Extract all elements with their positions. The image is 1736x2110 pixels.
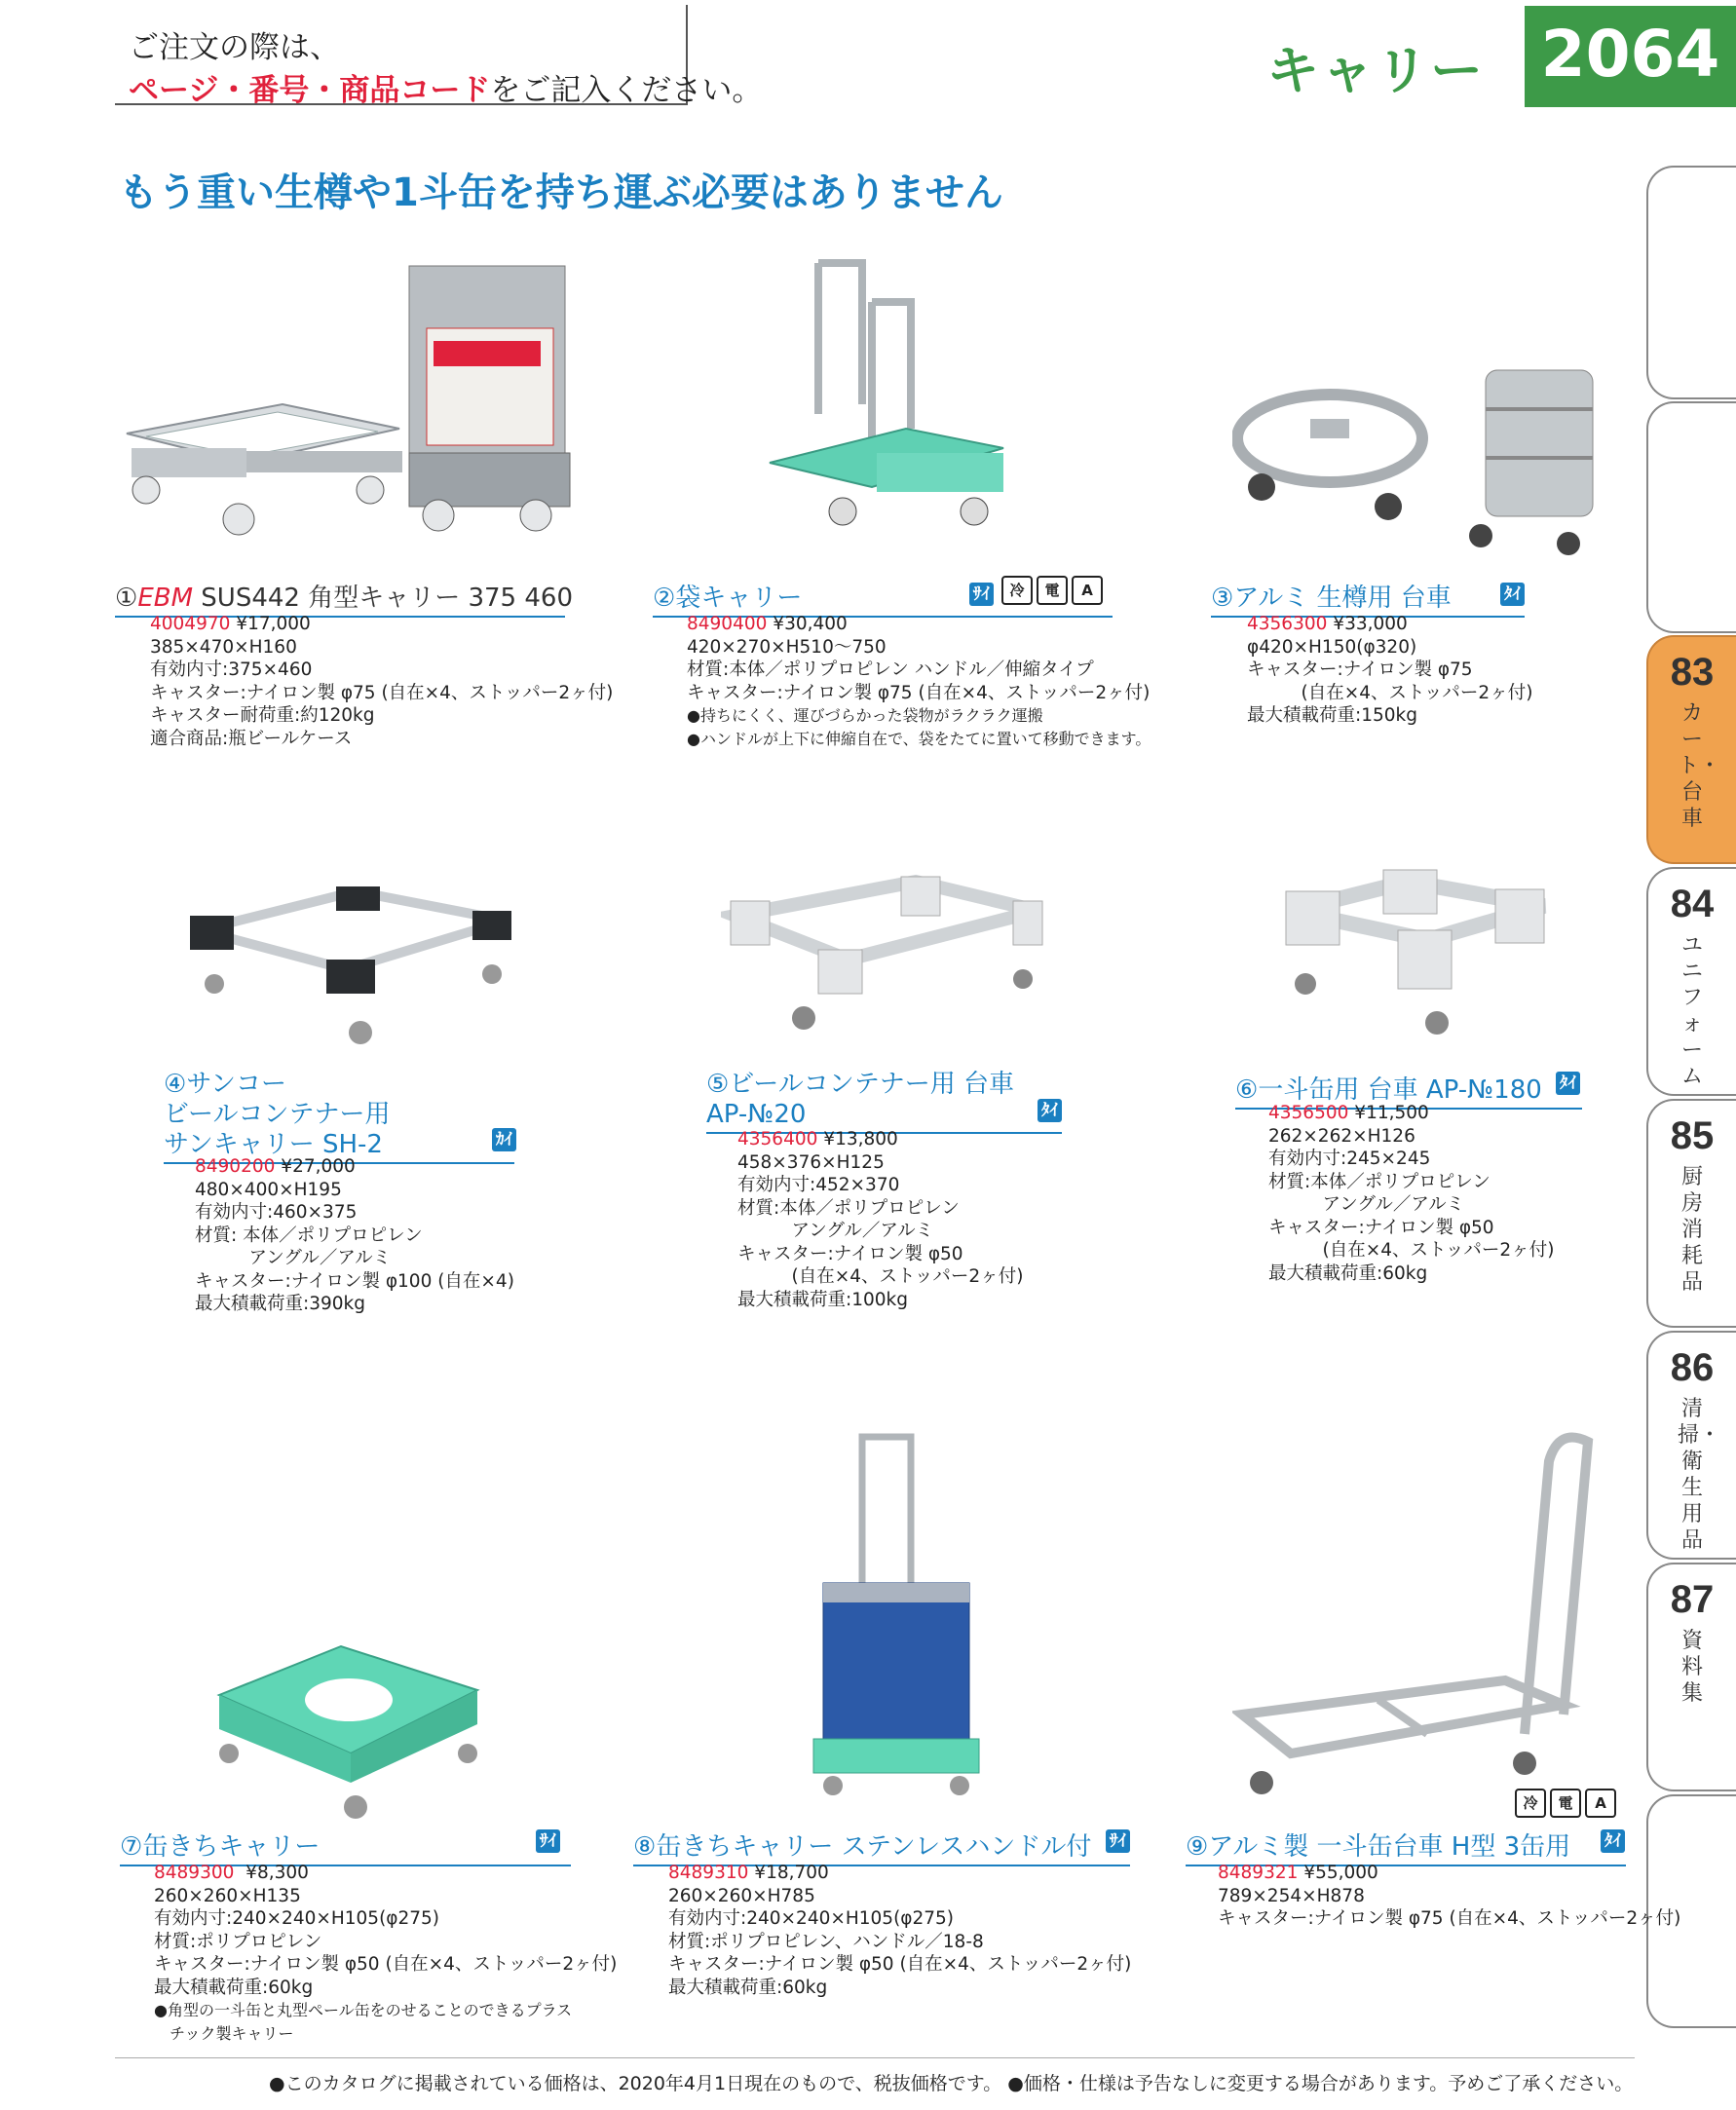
- refrigerator-icon: 冷: [1515, 1789, 1546, 1818]
- product-photo-ap20-dolly: [721, 862, 1052, 1057]
- product-number: ⑧: [633, 1832, 657, 1862]
- product-code: 4356300: [1247, 614, 1328, 634]
- product-number: ③: [1211, 584, 1234, 613]
- product-price: ¥55,000: [1303, 1863, 1378, 1883]
- product-title-5[interactable]: [706, 1070, 1062, 1134]
- product-title-8[interactable]: [633, 1827, 1130, 1866]
- side-tab-84[interactable]: [1646, 867, 1736, 1096]
- product-specs: 458×376×H125 有効内寸:452×370 材質:本体／ポリプロピレン アングル／アルミ キャスター:ナイロン製 φ50 (自在×4、ストッパー2ヶ付) 最大積載荷重:100kg: [737, 1151, 1024, 1310]
- product-photo-bag-carrier: [750, 248, 1042, 560]
- product-details-7: [154, 1862, 617, 2045]
- product-code: 4004970: [150, 614, 231, 634]
- product-details-2: [687, 613, 1151, 750]
- supplier-badge: ｶｲ: [492, 1128, 516, 1151]
- product-code: 8489300: [154, 1863, 235, 1883]
- product-specs: 480×400×H195 有効内寸:460×375 材質: 本体／ポリプロピレン アングル／アルミ キャスター:ナイロン製 φ100 (自在×4) 最大積載荷重:390kg: [195, 1179, 514, 1314]
- product-name: 缶きちキャリー ステンレスハンドル付: [656, 1832, 1092, 1862]
- product-code: 8490400: [687, 614, 768, 634]
- product-code: 4356400: [737, 1129, 818, 1149]
- product-notes: ●角型の一斗缶と丸型ペール缶をのせることのできるプラス チック製キャリー: [154, 2001, 573, 2043]
- side-tab-85[interactable]: [1646, 1099, 1736, 1328]
- product-title-1[interactable]: [115, 578, 573, 618]
- supplier-badge: ﾀｲ: [1500, 583, 1525, 606]
- appliance-icon: 電: [1550, 1789, 1581, 1818]
- product-code: 8490200: [195, 1156, 276, 1177]
- product-title-4[interactable]: [164, 1070, 514, 1164]
- product-photo-keg-dolly: [1232, 360, 1622, 565]
- supplier-badge: ｻｲ: [536, 1829, 560, 1853]
- product-number: ②: [653, 584, 676, 613]
- product-code: 8489310: [668, 1863, 749, 1883]
- product-specs: 385×470×H160 有効内寸:375×460 キャスター:ナイロン製 φ75 (自在×4、ストッパー2ヶ付) キャスター耐荷重:約120kg 適合商品:瓶ビールケース: [150, 636, 614, 749]
- order-note-highlight: ページ・番号・商品コード: [129, 73, 491, 108]
- a-rank-icon: A: [1072, 576, 1103, 605]
- side-tab-number: 86: [1670, 1346, 1715, 1389]
- product-name: ビールコンテナー用 台車 AP-№20: [706, 1070, 1015, 1129]
- product-details-4: [195, 1155, 514, 1316]
- product-name: SUS442 角型キャリー 375 460: [201, 584, 573, 613]
- side-tab-label: 資料集: [1680, 1629, 1703, 1706]
- product-brand: EBM: [137, 584, 194, 613]
- product-name: アルミ 生樽用 台車: [1233, 584, 1452, 613]
- product-details-8: [668, 1862, 1131, 1999]
- product-number: ⑨: [1186, 1832, 1209, 1862]
- side-tab-number: 85: [1670, 1114, 1715, 1157]
- product-price: ¥30,400: [773, 614, 848, 634]
- product-specs: 789×254×H878 キャスター:ナイロン製 φ75 (自在×4、ストッパー2ヶ付): [1218, 1885, 1681, 1929]
- product-details-6: [1268, 1102, 1554, 1285]
- product-title-9[interactable]: [1186, 1827, 1626, 1866]
- side-tab-label: カート・台車: [1678, 701, 1721, 831]
- footer-rule: [115, 2057, 1635, 2058]
- product-name: サンコー ビールコンテナー用 サンキャリー SH-2: [164, 1070, 391, 1159]
- product-price: ¥11,500: [1354, 1103, 1429, 1123]
- product-name: アルミ製 一斗缶台車 H型 3缶用: [1208, 1832, 1571, 1862]
- order-note-rest: をご記入ください。: [490, 73, 763, 108]
- product-name: 袋キャリー: [675, 584, 803, 613]
- supplier-badge: ﾀｲ: [1038, 1099, 1062, 1122]
- side-tab-blank-1: [1646, 166, 1736, 399]
- refrigerator-icon: 冷: [1001, 576, 1033, 605]
- side-tab-label: 厨房消耗品: [1680, 1165, 1703, 1295]
- appliance-icon: 電: [1037, 576, 1068, 605]
- product-code: 4356500: [1268, 1103, 1349, 1123]
- header-rule: [1525, 103, 1736, 107]
- feature-icons: [1001, 576, 1103, 605]
- product-price: ¥13,800: [823, 1129, 898, 1149]
- product-number: ④: [164, 1070, 187, 1099]
- product-price: ¥33,000: [1333, 614, 1408, 634]
- product-photo-ap180-dolly: [1281, 862, 1554, 1047]
- product-title-7[interactable]: [120, 1827, 571, 1866]
- supplier-badge: ｻｲ: [969, 583, 994, 606]
- product-title-3[interactable]: [1211, 578, 1525, 618]
- product-number: ⑥: [1235, 1075, 1259, 1105]
- product-details-1: [150, 613, 613, 750]
- product-photo-kankichi-carrier: [205, 1607, 497, 1831]
- side-tab-number: 83: [1670, 651, 1715, 694]
- side-tab-87[interactable]: [1646, 1563, 1736, 1791]
- product-price: ¥18,700: [754, 1863, 829, 1883]
- side-tab-number: 84: [1670, 883, 1715, 925]
- page-tagline: もう重い生樽や1斗缶を持ち運ぶ必要はありません: [119, 170, 1003, 215]
- product-details-5: [737, 1128, 1023, 1311]
- product-specs: 260×260×H785 有効内寸:240×240×H105(φ275) 材質:ポリプロピレン、ハンドル／18-8 キャスター:ナイロン製 φ50 (自在×4、ストッパー2ヶ付) 最大積載荷重:60kg: [668, 1885, 1132, 1998]
- side-tab-number: 87: [1670, 1578, 1715, 1621]
- product-details-3: [1247, 613, 1532, 728]
- product-photo-ebm-carrier: [117, 258, 623, 570]
- order-note-line1: ご注文の際は、: [129, 30, 340, 65]
- side-tab-83[interactable]: [1646, 635, 1736, 864]
- side-tab-label: 清掃・衛生用品: [1678, 1397, 1721, 1553]
- product-name: 一斗缶用 台車 AP-№180: [1258, 1075, 1542, 1105]
- product-number: ①: [115, 584, 138, 613]
- product-specs: φ420×H150(φ320) キャスター:ナイロン製 φ75 (自在×4、ストッパー2ヶ付) 最大積載荷重:150kg: [1247, 636, 1533, 726]
- supplier-badge: ｻｲ: [1106, 1829, 1130, 1853]
- product-price: ¥8,300: [245, 1863, 309, 1883]
- product-photo-kankichi-handle: [809, 1427, 984, 1802]
- product-notes: ●持ちにくく、運びづらかった袋物がラクラク運搬 ●ハンドルが上下に伸縮自在で、袋をたてに置いて移動できます。: [687, 706, 1151, 748]
- product-name: 缶きちキャリー: [142, 1832, 321, 1862]
- footer-note: ●このカタログに掲載されている価格は、2020年4月1日現在のもので、税抜価格です。 ●価格・仕様は予告なしに変更する場合があります。予めご了承ください。: [269, 2073, 1634, 2094]
- order-note-line2: [129, 65, 762, 109]
- page-number: 2064: [1525, 6, 1736, 103]
- supplier-badge: ﾀｲ: [1601, 1829, 1625, 1853]
- product-number: ⑤: [706, 1070, 730, 1099]
- product-price: ¥27,000: [281, 1156, 356, 1177]
- feature-icons: [1515, 1789, 1616, 1818]
- a-rank-icon: A: [1585, 1789, 1616, 1818]
- product-number: ⑦: [120, 1832, 143, 1862]
- side-tab-blank-2: [1646, 401, 1736, 633]
- product-photo-sancarry: [190, 872, 521, 1067]
- product-specs: 420×270×H510～750 材質:本体／ポリプロピレン ハンドル／伸縮タイプ キャスター:ナイロン製 φ75 (自在×4、ストッパー2ヶ付): [687, 636, 1151, 703]
- supplier-badge: ﾀｲ: [1556, 1072, 1580, 1095]
- category-title: キャリー: [1266, 40, 1485, 101]
- side-tab-86[interactable]: [1646, 1331, 1736, 1560]
- product-code: 8489321: [1218, 1863, 1299, 1883]
- product-specs: 262×262×H126 有効内寸:245×245 材質:本体／ポリプロピレン アングル／アルミ キャスター:ナイロン製 φ50 (自在×4、ストッパー2ヶ付) 最大積載荷重:60kg: [1268, 1125, 1555, 1284]
- product-photo-h-type-dolly: [1232, 1422, 1603, 1812]
- product-specs: 260×260×H135 有効内寸:240×240×H105(φ275) 材質:ポリプロピレン キャスター:ナイロン製 φ50 (自在×4、ストッパー2ヶ付) 最大積載荷重:60kg: [154, 1885, 618, 1998]
- order-note-box: [115, 5, 763, 108]
- side-tab-label: ユニフォーム: [1680, 933, 1703, 1089]
- product-price: ¥17,000: [236, 614, 311, 634]
- product-details-9: [1218, 1862, 1680, 1931]
